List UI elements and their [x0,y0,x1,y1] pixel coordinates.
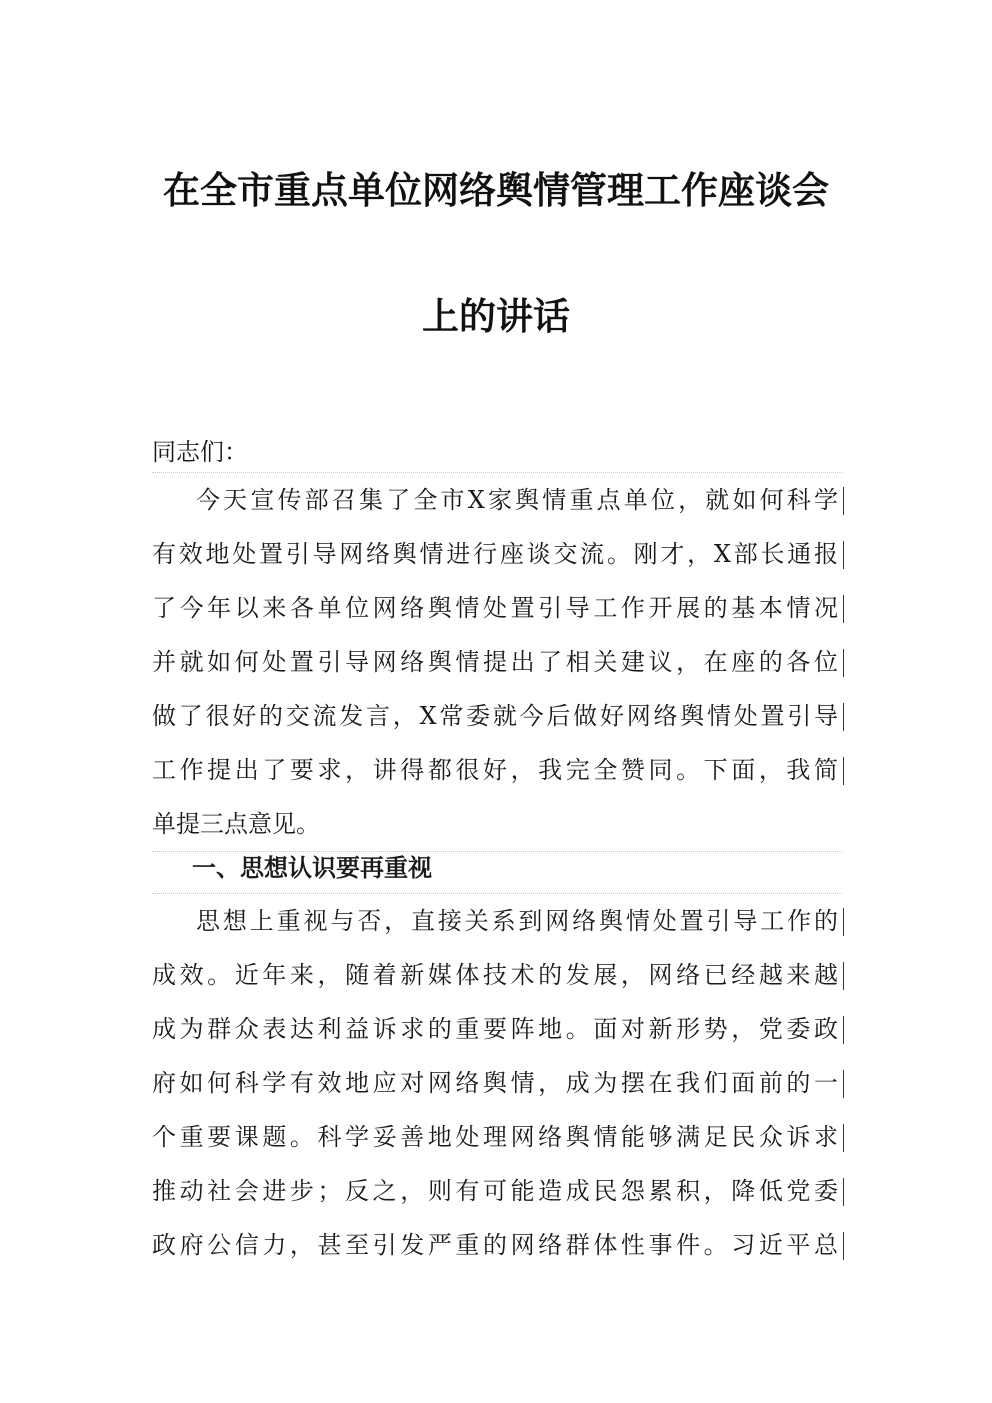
paragraph-line: 工作提出了要求，讲得都很好，我完全赞同。下面，我简 [152,743,842,797]
paragraph-line: 政府公信力，甚至引发严重的网络群体性事件。习近平总 [152,1218,842,1272]
paragraph-line: 了今年以来各单位网络舆情处置引导工作开展的基本情况 [152,581,842,635]
paragraph-line: 并就如何处置引导网络舆情提出了相关建议，在座的各位 [152,635,842,689]
paragraph-line: 府如何科学有效地应对网络舆情，成为摆在我们面前的一 [152,1056,842,1110]
salutation: 同志们： [152,438,248,466]
paragraph-line: 成效。近年来，随着新媒体技术的发展，网络已经越来越 [152,948,842,1002]
document-title-line-2: 上的讲话 [422,294,570,338]
paragraph-line: 单提三点意见。 [152,810,320,838]
paragraph-section-1 [152,894,842,1272]
paragraph-line: 做了很好的交流发言，X常委就今后做好网络舆情处置引导 [152,689,842,743]
paragraph-line: 成为群众表达利益诉求的重要阵地。面对新形势，党委政 [152,1002,842,1056]
paragraph-line: 有效地处置引导网络舆情进行座谈交流。刚才，X部长通报 [152,527,842,581]
paragraph-line: 个重要课题。科学妥善地处理网络舆情能够满足民众诉求 [152,1110,842,1164]
paragraph-line: 推动社会进步；反之，则有可能造成民怨累积，降低党委 [152,1164,842,1218]
document-title-line-1: 在全市重点单位网络舆情管理工作座谈会 [163,168,829,212]
section-heading-1: 一、思想认识要再重视 [152,842,842,894]
paragraph-line: 思想上重视与否，直接关系到网络舆情处置引导工作的 [152,894,842,948]
paragraph-intro [152,472,842,852]
paragraph-line: 今天宣传部召集了全市X家舆情重点单位，就如何科学 [152,473,842,527]
